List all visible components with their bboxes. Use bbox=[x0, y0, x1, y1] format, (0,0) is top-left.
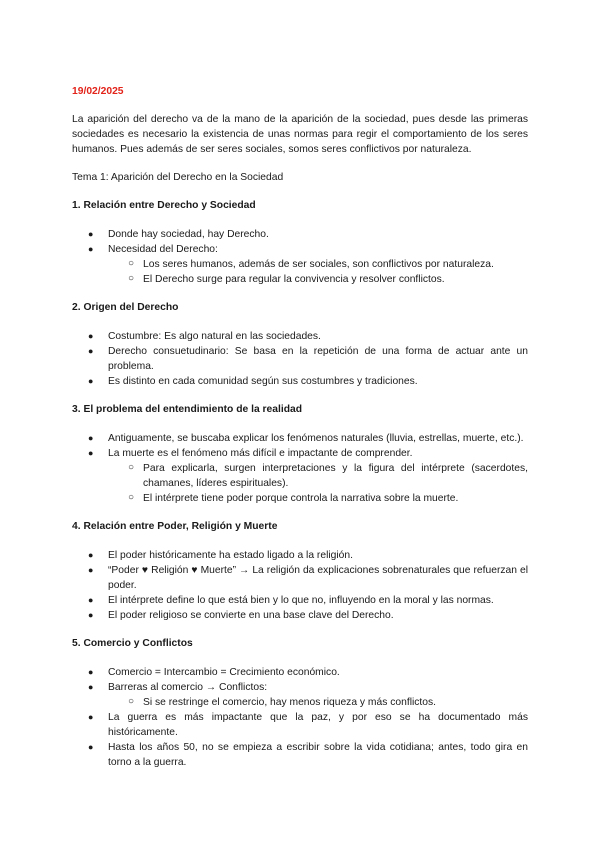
list-item bbox=[72, 710, 528, 740]
bullet-list bbox=[72, 665, 528, 770]
sub-list-item-text: El Derecho surge para regular la convivencia y resolver conflictos. bbox=[143, 274, 445, 285]
section-title: 2. Origen del Derecho bbox=[72, 302, 179, 313]
list-item-text: Antiguamente, se buscaba explicar los fenómenos naturales (lluvia, estrellas, muerte, etc.). bbox=[108, 433, 524, 444]
date-heading: 19/02/2025 bbox=[72, 86, 124, 97]
bullet-list bbox=[72, 431, 528, 506]
list-item-text: “Poder ♥ Religión ♥ Muerte” → La religión da explicaciones sobrenaturales que refuerzan el poder. bbox=[108, 565, 528, 591]
bullet-icon: ● bbox=[88, 595, 94, 605]
section-title: 4. Relación entre Poder, Religión y Muerte bbox=[72, 521, 278, 532]
bullet-icon: ● bbox=[88, 448, 94, 458]
sub-list-item-text: Los seres humanos, además de ser sociales, son conflictivos por naturaleza. bbox=[143, 259, 494, 270]
list-item-text: La guerra es más impactante que la paz, y por eso se ha documentado más históricamente. bbox=[108, 712, 528, 738]
bullet-list bbox=[72, 227, 528, 287]
sub-bullet-list bbox=[108, 461, 528, 506]
list-item bbox=[72, 227, 528, 242]
bullet-list bbox=[72, 548, 528, 623]
list-item bbox=[72, 665, 528, 680]
bullet-icon: ● bbox=[88, 610, 94, 620]
circle-bullet-icon: ○ bbox=[128, 492, 135, 503]
list-item bbox=[72, 374, 528, 389]
list-item-text: Donde hay sociedad, hay Derecho. bbox=[108, 229, 269, 240]
bullet-icon: ● bbox=[88, 346, 94, 356]
document-content bbox=[72, 84, 528, 783]
list-item-text: Comercio = Intercambio = Crecimiento económico. bbox=[108, 667, 340, 678]
sub-list-item-text: El intérprete tiene poder porque controla la narrativa sobre la muerte. bbox=[143, 493, 459, 504]
bullet-icon: ● bbox=[88, 331, 94, 341]
list-item bbox=[72, 446, 528, 506]
list-item-text: Costumbre: Es algo natural en las sociedades. bbox=[108, 331, 321, 342]
list-item-text: Necesidad del Derecho: bbox=[108, 244, 218, 255]
list-item bbox=[72, 608, 528, 623]
sub-list-item-text: Para explicarla, surgen interpretaciones y la figura del intérprete (sacerdotes, chamanes, líderes espirituales). bbox=[143, 463, 528, 489]
sub-list-item bbox=[108, 695, 528, 710]
sub-list-item bbox=[108, 272, 528, 287]
sub-list-item bbox=[108, 461, 528, 491]
circle-bullet-icon: ○ bbox=[128, 462, 135, 473]
sub-list-item bbox=[108, 491, 528, 506]
bullet-icon: ● bbox=[88, 376, 94, 386]
list-item-text: El poder históricamente ha estado ligado a la religión. bbox=[108, 550, 353, 561]
list-item-text: Barreras al comercio → Conflictos: bbox=[108, 682, 268, 693]
section-title: 1. Relación entre Derecho y Sociedad bbox=[72, 200, 256, 211]
list-item-text: Derecho consuetudinario: Se basa en la repetición de una forma de actuar ante un problema. bbox=[108, 346, 528, 372]
list-item bbox=[72, 344, 528, 374]
list-item bbox=[72, 563, 528, 593]
sub-list-item bbox=[108, 257, 528, 272]
sub-bullet-list bbox=[108, 257, 528, 287]
bullet-icon: ● bbox=[88, 550, 94, 560]
sections bbox=[72, 198, 528, 770]
section-title: 3. El problema del entendimiento de la realidad bbox=[72, 404, 303, 415]
bullet-icon: ● bbox=[88, 433, 94, 443]
bullet-list bbox=[72, 329, 528, 389]
list-item bbox=[72, 680, 528, 710]
intro-paragraph: La aparición del derecho va de la mano de la aparición de la sociedad, pues desde las primeras sociedades es necesario la existencia de unas normas para regir el comportamiento de los seres humanos. Pues además de ser seres sociales, somos seres conflictivos por naturaleza. bbox=[72, 114, 528, 155]
sub-list-item-text: Si se restringe el comercio, hay menos riqueza y más conflictos. bbox=[143, 697, 437, 708]
sub-bullet-list bbox=[108, 695, 528, 710]
bullet-icon: ● bbox=[88, 712, 94, 722]
list-item-text: El intérprete define lo que está bien y lo que no, influyendo en la moral y las normas. bbox=[108, 595, 494, 606]
list-item-text: Hasta los años 50, no se empieza a escribir sobre la vida cotidiana; antes, todo gira en torno a la guerra. bbox=[108, 742, 528, 768]
list-item bbox=[72, 548, 528, 563]
list-item bbox=[72, 242, 528, 287]
bullet-icon: ● bbox=[88, 565, 94, 575]
list-item bbox=[72, 431, 528, 446]
circle-bullet-icon: ○ bbox=[128, 696, 135, 707]
section-title: 5. Comercio y Conflictos bbox=[72, 638, 193, 649]
topic-title: Tema 1: Aparición del Derecho en la Sociedad bbox=[72, 172, 284, 183]
bullet-icon: ● bbox=[88, 682, 94, 692]
circle-bullet-icon: ○ bbox=[128, 258, 135, 269]
bullet-icon: ● bbox=[88, 229, 94, 239]
bullet-icon: ● bbox=[88, 742, 94, 752]
list-item-text: El poder religioso se convierte en una base clave del Derecho. bbox=[108, 610, 394, 621]
list-item bbox=[72, 593, 528, 608]
list-item bbox=[72, 329, 528, 344]
bullet-icon: ● bbox=[88, 667, 94, 677]
circle-bullet-icon: ○ bbox=[128, 273, 135, 284]
list-item-text: La muerte es el fenómeno más difícil e impactante de comprender. bbox=[108, 448, 413, 459]
list-item bbox=[72, 740, 528, 770]
list-item-text: Es distinto en cada comunidad según sus costumbres y tradiciones. bbox=[108, 376, 418, 387]
bullet-icon: ● bbox=[88, 244, 94, 254]
